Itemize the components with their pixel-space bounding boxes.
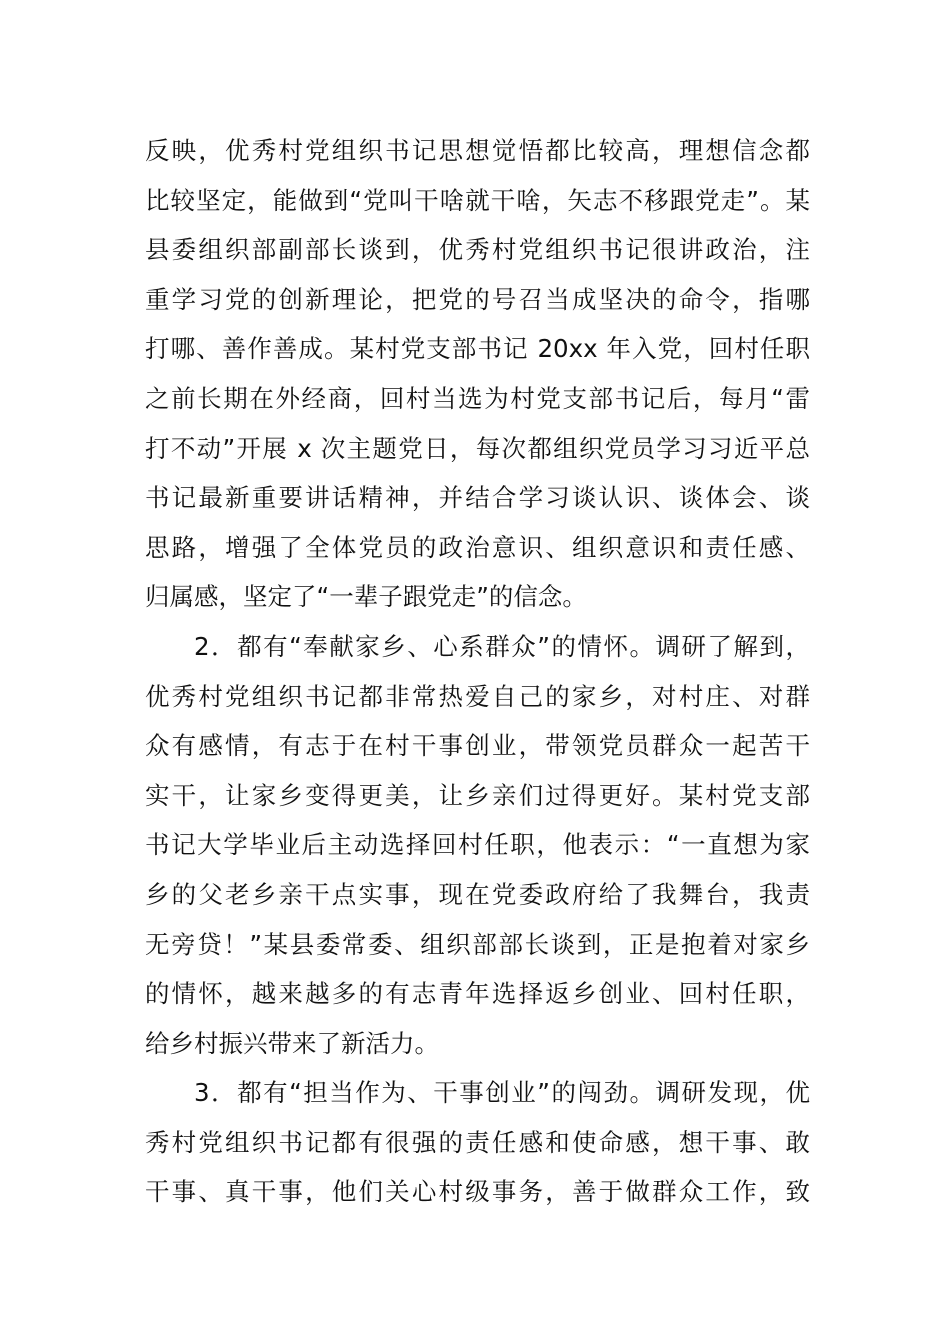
text-line: 归属感，坚定了“一辈子跟党走”的信念。 xyxy=(145,582,587,612)
text-line: 书记最新重要讲话精神，并结合学习谈认识、谈体会、谈 xyxy=(145,483,810,513)
text-line: 实干，让家乡变得更美，让乡亲们过得更好。某村党支部 xyxy=(145,780,810,810)
text-line: 的情怀，越来越多的有志青年选择返乡创业、回村任职， xyxy=(145,979,810,1009)
text-line: 反映，优秀村党组织书记思想觉悟都比较高，理想信念都 xyxy=(145,136,810,165)
text-line: 书记大学毕业后主动选择回村任职，他表示：“一直想为家 xyxy=(145,830,810,860)
text-line: 比较坚定，能做到“党叫干啥就干啥，矢志不移跟党走”。某 xyxy=(145,185,810,215)
text-line: 乡的父老乡亲干点实事，现在党委政府给了我舞台，我责 xyxy=(145,879,810,909)
body-text xyxy=(145,126,810,1217)
text-line: 优秀村党组织书记都非常热爱自己的家乡，对村庄、对群 xyxy=(145,681,810,711)
text-line: 无旁贷！”某县委常委、组织部部长谈到，正是抱着对家乡 xyxy=(145,929,810,959)
text-line: 县委组织部副部长谈到，优秀村党组织书记很讲政治，注 xyxy=(145,235,810,265)
text-line-paragraph-start: 3．都有“担当作为、干事创业”的闯劲。调研发现，优 xyxy=(194,1078,810,1108)
text-line: 干事、真干事，他们关心村级事务，善于做群众工作，致 xyxy=(145,1177,810,1207)
text-line: 打不动”开展 x 次主题党日，每次都组织党员学习习近平总 xyxy=(145,433,810,463)
text-line: 众有感情，有志于在村干事创业，带领党员群众一起苦干 xyxy=(145,731,810,761)
text-line: 给乡村振兴带来了新活力。 xyxy=(145,1028,439,1058)
text-line-paragraph-start: 2．都有“奉献家乡、心系群众”的情怀。调研了解到， xyxy=(194,631,810,661)
text-line: 重学习党的创新理论，把党的号召当成坚决的命令，指哪 xyxy=(145,284,810,314)
text-line: 之前长期在外经商，回村当选为村党支部书记后，每月“雷 xyxy=(145,383,810,413)
text-line: 秀村党组织书记都有很强的责任感和使命感，想干事、敢 xyxy=(145,1127,810,1157)
text-line: 思路，增强了全体党员的政治意识、组织意识和责任感、 xyxy=(145,532,810,562)
text-line: 打哪、善作善成。某村党支部书记 20xx 年入党，回村任职 xyxy=(145,334,810,364)
